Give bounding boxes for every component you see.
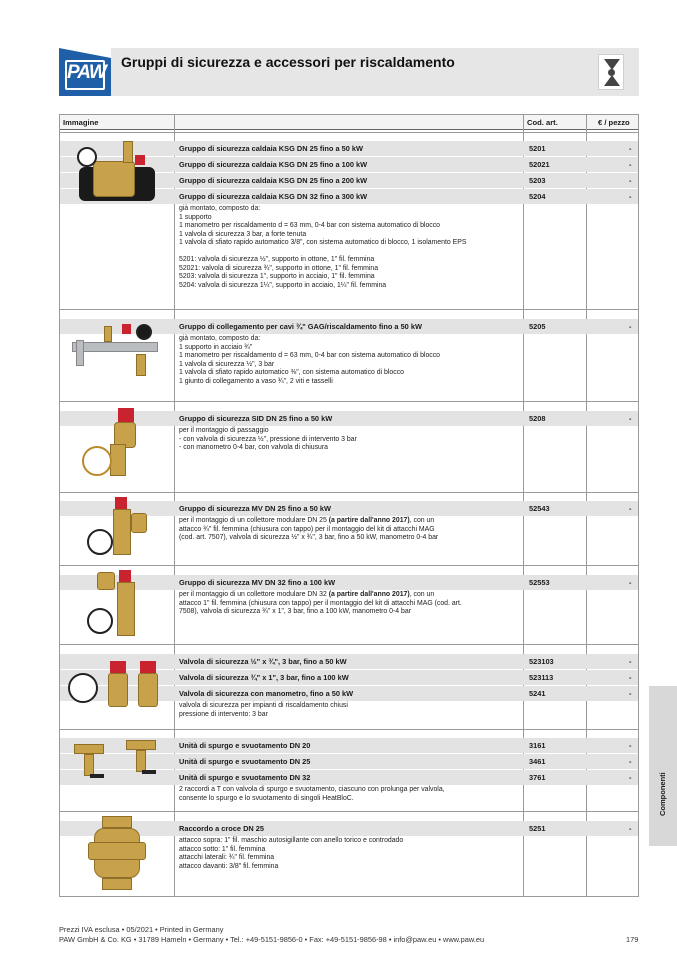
product-group-spurgo — [60, 729, 638, 811]
raccordo-product-image — [88, 816, 148, 894]
page-number: 179 — [626, 935, 639, 944]
side-tab-componenti: Componenti — [649, 686, 677, 846]
product-row: Gruppo di sicurezza SID DN 25 fino a 50 kW 5208 - — [60, 411, 638, 426]
product-description: già montato, composto da: 1 supporto in acciaio ¾" 1 manometro per riscaldamento d = 63 mm, 0-4 bar con sistema automatico di blocco 1 valvola di sicurezza ½", 3 bar 1 valvola di sfiato rapido automatico ⅜", con sistema automatico di blocco 1 giunto di collegamento a vaso ¾", 2 viti e tasselli — [179, 335, 441, 385]
product-description: per il montaggio di un collettore modulare DN 32 (a partire dall'anno 2017), con un attacco 1" fil. femmina (chiusura con tappo) per il montaggio del kit di attacchi MAG (cod. art. 7508), valvola di sicurezza ¾" x 1", 3 bar, fino a 100 kW, manometro 0-4 bar — [179, 591, 462, 616]
col-code-header: Cod. art. — [527, 118, 558, 127]
paw-logo: PAW — [59, 48, 111, 96]
product-group-raccordo — [60, 811, 638, 897]
product-group-mv25 — [60, 492, 638, 565]
product-row: Gruppo di sicurezza MV DN 25 fino a 50 kW 52543 - — [60, 501, 638, 516]
product-group-ksg — [60, 132, 638, 309]
ksg-product-image — [75, 141, 155, 211]
product-row: Unità di spurgo e svuotamento DN 20 3161 - — [60, 738, 638, 753]
product-row: Gruppo di sicurezza caldaia KSG DN 25 fino a 100 kW 52021 - — [60, 157, 638, 172]
table-header — [60, 115, 638, 130]
product-row: Valvola di sicurezza ¾" x 1", 3 bar, fino a 100 kW 523113 - — [60, 670, 638, 685]
mv32-product-image — [85, 568, 155, 642]
product-group-collegamento — [60, 309, 638, 401]
product-description: già montato, composto da: 1 supporto 1 manometro per riscaldamento d = 63 mm, 0-4 bar con sistema automatico di blocco 1 valvola di sicurezza 3 bar, a forte tenuta 1 valvola di sfiato rapido automatico 3/8", con sistema automatico di blocco, 1 isolamento EPS 5201: valvola di sicurezza ½", supporto in ottone, 1" fil. femmina 52021: valvola di sicurezza ¾", supporto in ottone, 1" fil. femmina 5203: valvola di sicurezza 1", supporto in acciaio, 1" fil. femmina 5204: valvola di sicurezza 1¼", supporto in acciaio, 1¼" fil. femmina — [179, 205, 467, 289]
product-row: Gruppo di sicurezza caldaia KSG DN 25 fino a 50 kW 5201 - — [60, 141, 638, 156]
col-image-header: Immagine — [63, 118, 99, 127]
product-row: Gruppo di collegamento per cavi ¾" GAG/riscaldamento fino a 50 kW 5205 - — [60, 319, 638, 334]
spurgo-product-image — [70, 736, 166, 786]
product-row: Valvola di sicurezza con manometro, fino a 50 kW 5241 - — [60, 686, 638, 701]
product-description: per il montaggio di passaggio - con valvola di sicurezza ½", pressione di intervento 3 bar - con manometro 0-4 bar, con valvola di chiusura — [179, 427, 357, 452]
product-group-mv32 — [60, 565, 638, 644]
product-row: Unità di spurgo e svuotamento DN 25 3461 - — [60, 754, 638, 769]
product-row: Valvola di sicurezza ½" x ¾", 3 bar, fino a 50 kW 523103 - — [60, 654, 638, 669]
product-group-sid — [60, 401, 638, 492]
product-row: Gruppo di sicurezza caldaia KSG DN 25 fino a 200 kW 5203 - — [60, 173, 638, 188]
col-price-header: € / pezzo — [598, 118, 630, 127]
product-row: Unità di spurgo e svuotamento DN 32 3761 - — [60, 770, 638, 785]
product-description: 2 raccordi a T con valvola di spurgo e svuotamento, ciascuno con prolunga per valvola, consente lo spurgo e lo svuotamento di singoli HeatBloC. — [179, 786, 445, 802]
footer: Prezzi IVA esclusa • 05/2021 • Printed in Germany PAW GmbH & Co. KG • 31789 Hameln • Germany • Tel.: +49-5151-9856-0 • Fax: +49-5151-9856-98 • info@paw.eu • www.paw.eu — [59, 925, 485, 944]
product-row: Gruppo di sicurezza caldaia KSG DN 32 fino a 300 kW 5204 - — [60, 189, 638, 204]
mv25-product-image — [85, 495, 155, 563]
product-table — [59, 114, 639, 897]
product-description: valvola di sicurezza per impianti di riscaldamento chiusi pressione di intervento: 3 bar — [179, 702, 348, 718]
sid-product-image — [80, 408, 150, 488]
page-title: Gruppi di sicurezza e accessori per riscaldamento — [121, 54, 455, 70]
safety-group-icon — [598, 54, 624, 90]
product-group-valvole — [60, 644, 638, 729]
product-row: Raccordo a croce DN 25 5251 - — [60, 821, 638, 836]
product-row: Gruppo di sicurezza MV DN 32 fino a 100 kW 52553 - — [60, 575, 638, 590]
product-description: per il montaggio di un collettore modulare DN 25 (a partire dall'anno 2017), con un attacco ¾" fil. femmina (chiusura con tappo) per il montaggio del kit di attacchi MAG (cod. art. 7507), valvola di sicurezza ½" x ¾", 3 bar, fino a 50 kW, manometro 0-4 bar — [179, 517, 439, 542]
product-description: attacco sopra: 1" fil. maschio autosigillante con anello torico e controdado attacco sotto: 1" fil. femmina attacchi laterali: ¾" fil. femmina attacco davanti: 3/8" fil. femmina — [179, 837, 404, 870]
valvole-product-image — [66, 657, 166, 717]
collegamento-product-image — [70, 320, 162, 380]
